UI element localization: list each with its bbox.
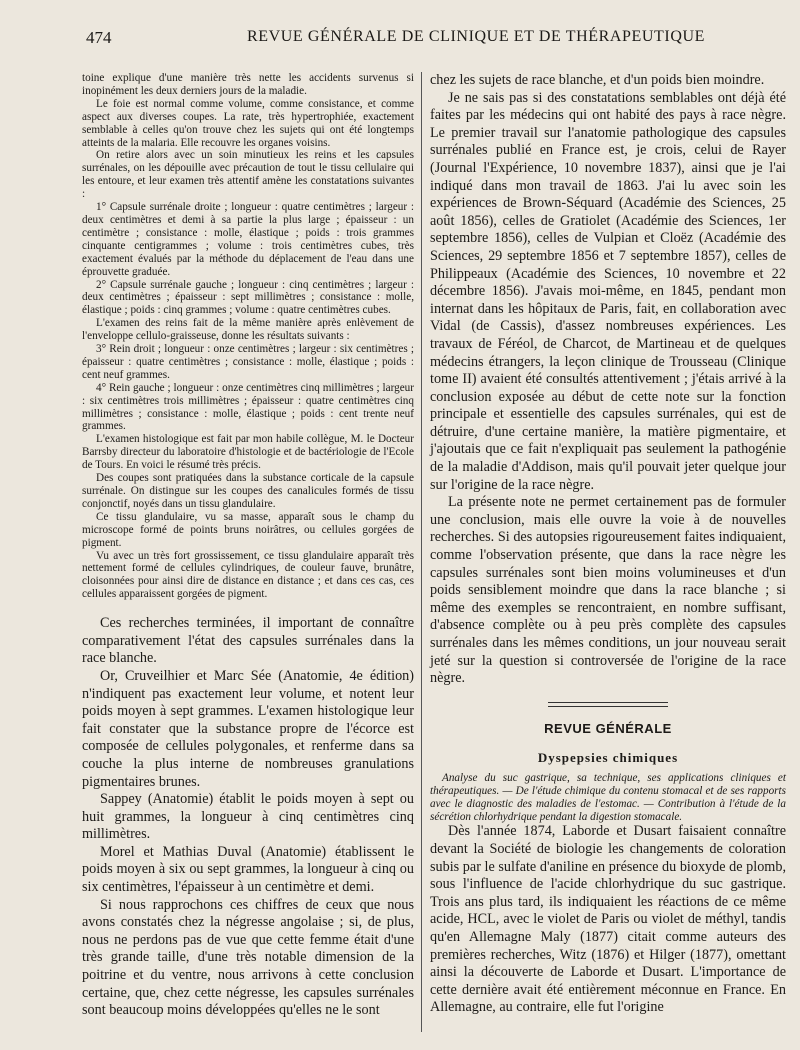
section-title: REVUE GÉNÉRALE (544, 720, 672, 736)
running-title: REVUE GÉNÉRALE DE CLINIQUE ET DE THÉRAPEUTIQUE (246, 28, 706, 45)
section-divider (548, 702, 668, 707)
paragraph: Dès l'année 1874, Laborde et Dusart faisaient connaître devant la Société de biologie les changements de coloration subis par le sulfate d'aniline en présence du bioxyde de plomb, sous l'influence de l'acide chlorhydrique du suc gastrique. Trois ans plus tard, ils indiquaient les réactions de ce même acide, HCL, avec le violet de Paris ou violet de méthyl, tandis qu'en Allemagne Maly (1877) citait comme auteurs des premières recherches, Witz (1876) et Hilger (1877), omettant ainsi la découverte de Laborde et Dusart. L'importance de cette dernière avait été entièrement méconnue en France. En Allemagne, au contraire, elle fut l'origine (430, 823, 786, 1016)
paragraph: L'examen histologique est fait par mon habile collègue, M. le Docteur Barrsby directeur du laboratoire d'histologie et de bactériologie de l'Ecole de Tours. En voici le résumé très précis. (82, 433, 414, 472)
paragraph: Des coupes sont pratiquées dans la substance corticale de la capsule surrénale. On distingue sur les coupes des canalicules formés de tissu conjonctif, noyés dans un tissu glandulaire. (82, 472, 414, 510)
article-subtitle: Analyse du suc gastrique, sa technique, ses applications cliniques et thérapeutiques. — De l'étude chimique du contenu stomacal et de ses rapports avec le diagnostic des maladies de l'estomac. — Contribution à l'étude de la sécrétion chlorhydrique pendant la digestion stomacale. (430, 771, 786, 823)
left-column (82, 72, 414, 1020)
page-header (86, 28, 776, 52)
paragraph: 3° Rein droit ; longueur : onze centimètres ; largeur : six centimètres ; épaisseur : quatre centimètres ; consistance : molle, élastique ; poids : cent neuf grammes. (82, 343, 414, 381)
paragraph: 2° Capsule surrénale gauche ; longueur : cinq centimètres ; largeur : deux centimètres ; épaisseur : sept millimètres ; consistance : molle, élastique ; poids : cinq grammes ; volume : quatre centimètres cubes. (82, 278, 414, 317)
paragraph: chez les sujets de race blanche, et d'un poids bien moindre. (430, 72, 765, 88)
conclusion-section (430, 72, 786, 688)
right-column (430, 72, 786, 1017)
paragraph: 1° Capsule surrénale droite ; longueur : quatre centimètres ; largeur : deux centimètres et demi à sa partie la plus large ; épaisseur : un centimètre ; consistance : molle, élastique ; poids : trois grammes cinquante centigrammes ; volume : trois centimètres cubes, très exactement évalués par la méthode du déplacement de l'eau dans une éprouvette graduée. (82, 201, 414, 278)
paragraph: Sappey (Anatomie) établit le poids moyen à sept ou huit grammes, la longueur à cinq centimètres cinq millimètres. (82, 791, 414, 843)
paragraph: Si nous rapprochons ces chiffres de ceux que nous avons constatés chez la négresse angolaise ; si, de plus, nous ne perdons pas de vue que cette femme était d'une très grande taille, d'une très notable dimension de la poitrine et du ventre, nous arrivons à cette conclusion certaine, que, chez cette négresse, les capsules surrénales sont beaucoup moins développées qu'elles ne le sont (82, 896, 414, 1019)
paragraph: 4° Rein gauche ; longueur : onze centimètres cinq millimètres ; largeur : six centimètres trois millimètres ; épaisseur : quatre centimètres cinq millimètres ; consistance : molle, élastique ; poids : cent trente neuf grammes. (82, 381, 414, 433)
paragraph: toine explique d'une manière très nette les accidents survenus si inopinément les deux derniers jours de la maladie. (82, 72, 414, 97)
paragraph: Je ne sais pas si des constatations semblables ont déjà été faites par les médecins qui ont habité des pays à race nègre. Le premier travail sur l'anatomie pathologique des capsules surrénales publié en France est, je crois, celui de Rayer (Journal l'Expérience, 10 novembre 1837), ainsi que je l'ai indiqué dans mon travail de 1863. J'ai lu avec soin les expériences de Brown-Séquard (Académie des Sciences, 25 août 1856), celles de Gratiolet (Académie des Sciences, 1er septembre 1856), celles de Vulpian et Cloëz (Académie des Sciences, 29 septembre 1856 et 7 septembre 1857), celles de Philippeaux (Académie des Sciences, 10 novembre et 22 décembre 1856). J'avais moi-même, en 1845, pendant mon internat dans les hôpitaux de Paris, fait, en collaboration avec Vidal (de Cassis), d'assez nombreuses expériences. Les travaux de Féréol, de Charcot, de Martineau et de quelques médecins étrangers, la leçon clinique de Trousseau (Clinique tome II) avaient été consultés attentivement ; j'étais arrivé à la conclusion exposée au début de cette note sur la fonction principale et essentielle des capsules surrénales, qui est de détruire, d'une certaine manière, la matière pigmentaire, et j'ajoutais que ce fait n'expliquait pas seulement la pathogénie de la maladie d'Addison, mais qu'il pouvait jeter quelque jour sur l'origine de la race nègre. (430, 89, 786, 493)
paragraph: L'examen des reins fait de la même manière après enlèvement de l'enveloppe cellulo-graisseuse, donne les résultats suivants : (82, 317, 414, 343)
article-title: Dyspepsies chimiques (537, 749, 679, 765)
paragraph: Ces recherches terminées, il important de connaître comparativement l'état des capsules surrénales dans la race blanche. (82, 615, 414, 667)
article-body (430, 823, 786, 1017)
paragraph: La présente note ne permet certainement pas de formuler une conclusion, mais elle ouvre la voie à de nouvelles recherches. Si des autopsies rigoureusement faites indiquaient, comme l'observation présente, que dans la race nègre les capsules surrénales sont bien moins volumineuses et d'un poids sensiblement moindre que dans la race blanche ; si même des exemples se rencontraient, en nombre suffisant, d'absence complète ou à peu près complète des capsules surrénales dans les mêmes conditions, un jour nouveau serait jeté sur la question si controversée de l'origine de la race nègre. (430, 494, 786, 687)
discussion-section (82, 615, 414, 1020)
paragraph: On retire alors avec un soin minutieux les reins et les capsules surrénales, on les dépouille avec précaution de tout le tissu cellulaire qui les entoure, et leur examen très attentif amène les constatations suivantes : (82, 149, 414, 201)
paragraph: Le foie est normal comme volume, comme consistance, et comme aspect aux diverses coupes. La rate, très hypertrophiée, exactement semblable à celles qu'on trouve chez les sujets qui ont été longtemps atteints de la malaria. Elle recouvre les organes voisins. (82, 97, 414, 149)
paragraph: Ce tissu glandulaire, vu sa masse, apparaît sous le champ du microscope formé de points bruns noirâtres, ou cellules gorgées de pigment. (82, 510, 414, 549)
paragraph: Vu avec un très fort grossissement, ce tissu glandulaire apparaît très nettement formé de cellules cylindriques, de couleur fauve, brunâtre, cloisonnées pour ainsi dire de distance en distance ; et dans ces cas, ces cellules apparaissent gorgées de pigment. (82, 549, 414, 601)
paragraph: Morel et Mathias Duval (Anatomie) établissent le poids moyen à six ou sept grammes, la longueur à cinq ou six centimètres, l'épaisseur à un centimètre et demi. (82, 843, 414, 896)
page-number: 474 (86, 28, 112, 47)
observation-section (82, 72, 414, 601)
paragraph: Or, Cruveilhier et Marc Sée (Anatomie, 4e édition) n'indiquent pas exactement leur volume, et notent leur poids moyen à sept grammes. L'examen histologique leur fait constater que la substance propre de l'écorce est composée de cellules polygonales, et renferme dans sa couche la plus interne de nombreuses granulations pigmentaires brunes. (82, 667, 414, 790)
column-divider (421, 72, 422, 1032)
